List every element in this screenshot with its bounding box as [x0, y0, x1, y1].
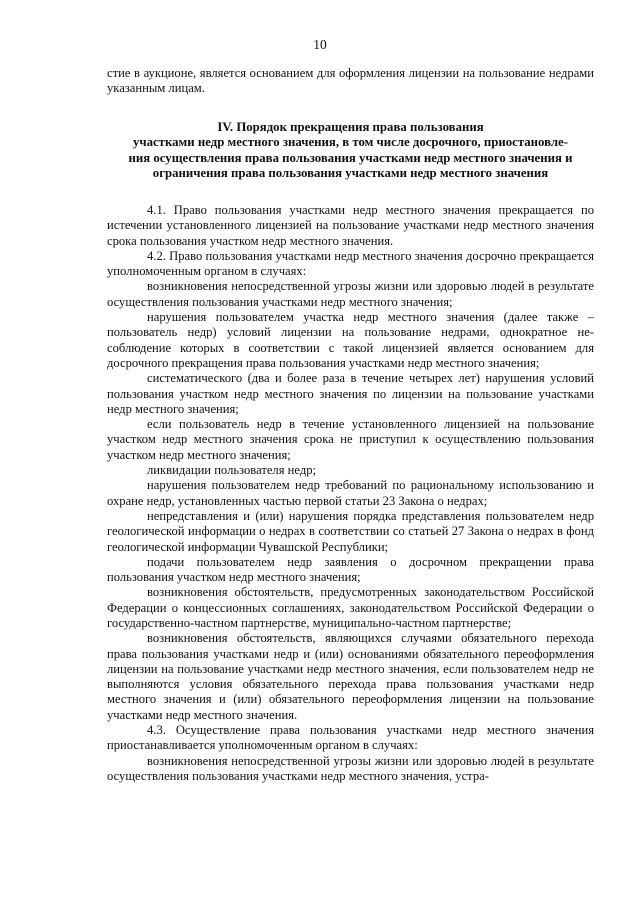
list-item: ликвидации пользователя недр;	[147, 463, 317, 478]
list-item: подачи пользователем недр заявления о досрочном прекращении права пользования участком недр местного значения;	[107, 554, 594, 585]
section-heading-line: ния осуществления права пользования участками недр местного значения и	[128, 150, 573, 165]
section-heading	[107, 120, 594, 182]
section-heading-line: ограничения права пользования участками недр местного значения	[152, 166, 549, 181]
list-item: возникновения непосредственной угрозы жизни или здоровью людей в результате осуществления пользования участками недр местного значения, устра-	[107, 753, 594, 783]
list-item: систематического (два и более раза в течение четырех лет) нарушения условий пользования участком недр местного значения по лицензии на пользование участками недр местного значения;	[107, 371, 594, 416]
page-number: 10	[313, 37, 327, 52]
list-item: если пользователь недр в течение установленного лицензией на пользование участком недр местного значения срока не приступил к осуществлению пользования участком недр местного значения;	[107, 417, 594, 462]
list-item: нарушения пользователем недр требований по рациональному использованию и охране недр, установленных частью первой статьи 23 Закона о недрах;	[107, 478, 594, 508]
list-item: непредставления и (или) нарушения порядка представления пользователем недр геологической информации о недрах в соответствии со статьей 27 Закона о недрах в фонд геологической информации Чувашской Республики;	[107, 508, 594, 554]
page-content	[107, 66, 594, 784]
list-item: возникновения непосредственной угрозы жизни или здоровью людей в результате осуществления пользования участками недр местного значения;	[107, 279, 594, 309]
clause-4-1: 4.1. Право пользования участками недр местного значения прекращается по истечении установленного лицензией на пользование участками недр местного значения срока пользования участком недр местного значения.	[107, 202, 594, 248]
section-heading-line: IV. Порядок прекращения права пользования	[217, 119, 484, 134]
continuation-paragraph: стие в аукционе, является основанием для оформления лицензии на пользование недрами указанным лицам.	[107, 66, 594, 96]
clause-4-2: 4.2. Право пользования участками недр местного значения досрочно прекращается уполномоченным органом в случаях:	[107, 248, 594, 279]
list-item: возникновения обстоятельств, предусмотренных законодательством Российской Федерации о концессионных соглашениях, законодательством Российской Федерации о государственно-частном партнерстве, муниципально-частном партнерстве;	[107, 585, 594, 630]
list-item: нарушения пользователем участка недр местного значения (далее также – пользователь недр) условий лицензии на пользование недрами, однократное несоблюдение которых в соответствии с такой лицензией является основанием для досрочного прекращения права пользования участками недр местного значения;	[107, 310, 594, 370]
list-item: возникновения обстоятельств, являющихся случаями обязательного перехода права пользования участками недр и (или) основаниями обязательного переоформления лицензии на пользование участками недр местного значения, если пользователем недр не выполняются условия обязательного перехода права пользования участками недр местного значения и (или) обязательного переоформления лицензии на пользование участками недр местного значения.	[107, 631, 594, 722]
clause-4-3: 4.3. Осуществление права пользования участками недр местного значения приостанавливается уполномоченным органом в случаях:	[107, 723, 594, 753]
section-heading-line: участками недр местного значения, в том числе досрочного, приостановле-	[132, 135, 568, 150]
